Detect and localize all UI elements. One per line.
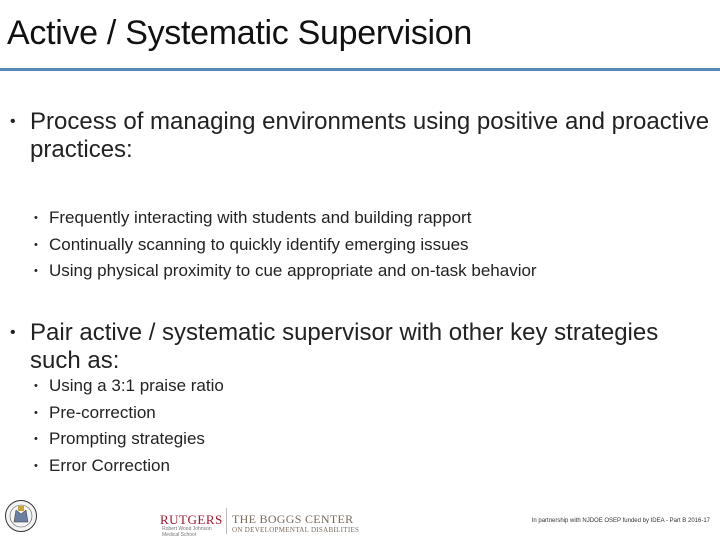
bullet-dot-icon: • [34, 212, 38, 224]
sub-bullet-text: Frequently interacting with students and building rapport [49, 208, 472, 227]
rutgers-subtitle: Robert Wood Johnson Medical School [162, 526, 212, 538]
sub-bullet-text: Error Correction [49, 455, 170, 475]
bullet-dot-icon: • [10, 324, 16, 341]
state-seal-icon [4, 496, 38, 536]
bullet-text: Pair active / systematic supervisor with other key strategies such as: [30, 319, 659, 374]
bullet-dot-icon: • [34, 238, 38, 251]
bullet-dot-icon: • [34, 265, 38, 277]
sub-bullet-text: Pre-correction [49, 402, 156, 422]
logo-divider [226, 508, 227, 534]
funding-credit: In partnership with NJDOE OSEP funded by IDEA - Part B 2016-17 [531, 518, 710, 524]
sub-bullet [34, 232, 469, 259]
sub-bullet-text: Using a 3:1 praise ratio [49, 376, 224, 395]
sub-bullet-text: Prompting strategies [49, 429, 205, 448]
sub-bullet [34, 373, 224, 400]
bullet-dot-icon: • [10, 113, 16, 130]
bullet-pair [10, 319, 715, 375]
bullet-dot-icon: • [34, 406, 38, 419]
sub-bullet [34, 205, 471, 232]
title-underline [0, 68, 720, 71]
bullet-text: Process of managing environments using positive and proactive practices: [30, 108, 710, 163]
boggs-center-logo: THE BOGGS CENTER [232, 512, 354, 526]
sub-bullet [34, 400, 156, 427]
slide-title: Active / Systematic Supervision [7, 14, 472, 52]
bullet-dot-icon: • [34, 380, 38, 392]
boggs-center-subtitle: ON DEVELOPMENTAL DISABILITIES [232, 526, 360, 534]
bullet-dot-icon: • [34, 459, 38, 472]
sub-bullet [34, 453, 170, 480]
sub-bullet [34, 426, 205, 453]
sub-bullet-text: Using physical proximity to cue appropriate and on-task behavior [49, 261, 537, 280]
bullet-process [10, 108, 715, 164]
sub-bullet [34, 258, 537, 285]
rutgers-logo: RUTGERS [160, 512, 223, 527]
sub-bullet-text: Continually scanning to quickly identify emerging issues [49, 234, 469, 254]
bullet-dot-icon: • [34, 433, 38, 445]
